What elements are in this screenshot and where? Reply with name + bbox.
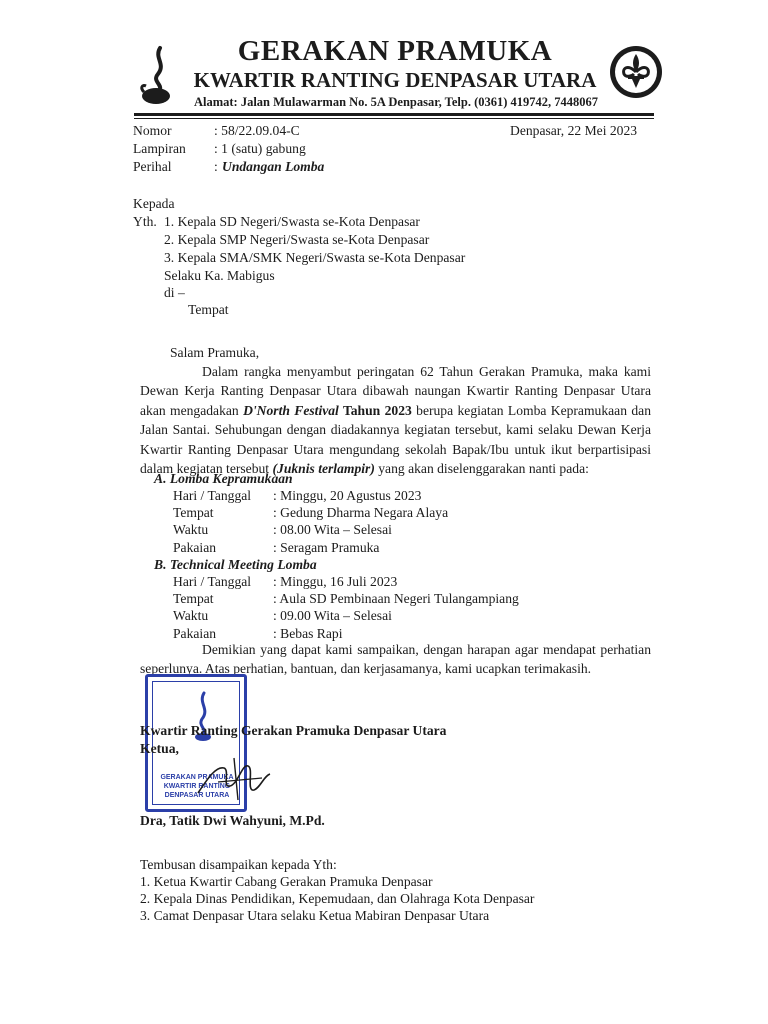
event-year: Tahun 2023	[338, 402, 412, 418]
event-row-value: : Minggu, 20 Agustus 2023	[273, 488, 422, 503]
signer-name: Dra, Tatik Dwi Wahyuni, M.Pd.	[140, 813, 325, 828]
recipient-selaku: Selaku Ka. Mabigus	[164, 268, 275, 283]
event-row-label: Hari / Tanggal	[173, 574, 252, 589]
lampiran-label: Lampiran	[133, 141, 186, 156]
event-row-label: Tempat	[173, 591, 214, 606]
event-row-value: : Bebas Rapi	[273, 626, 343, 641]
event-row-label: Waktu	[173, 608, 209, 623]
signature-role: Ketua,	[140, 741, 179, 756]
event-row-label: Pakaian	[173, 626, 217, 641]
nomor-label: Nomor	[133, 123, 172, 138]
letterhead-rule-thin	[134, 118, 654, 119]
signature-org: Kwartir Ranting Gerakan Pramuka Denpasar Utara	[140, 723, 447, 738]
lampiran-value: : 1 (satu) gabung	[214, 141, 306, 156]
tunas-kelapa-icon	[136, 44, 182, 110]
cc-item: 1. Ketua Kwartir Cabang Gerakan Pramuka Denpasar	[140, 874, 433, 889]
event-row-label: Tempat	[173, 505, 214, 520]
event-heading: B. Technical Meeting Lomba	[154, 557, 317, 572]
cc-item: 2. Kepala Dinas Pendidikan, Kepemudaan, dan Olahraga Kota Denpasar	[140, 891, 535, 906]
perihal-value: Undangan Lomba	[222, 159, 325, 174]
perihal-colon: :	[214, 159, 218, 174]
perihal-label: Perihal	[133, 159, 172, 174]
recipient-di: di –	[164, 285, 185, 300]
letterhead-address: Alamat: Jalan Mulawarman No. 5A Denpasar, Telp. (0361) 419742, 7448067	[193, 95, 599, 109]
body-text: Dalam rangka menyambut peringatan 62 Tahun Gerakan Pramuka, maka kami Dewan Kerja Ranting Denpasar Utara dibawah naungan Kwartir Ranting Denpasar Utara akan mengadakan	[140, 364, 651, 418]
letter-date: Denpasar, 22 Mei 2023	[510, 123, 638, 138]
cc-heading: Tembusan disampaikan kepada Yth:	[140, 857, 337, 872]
letterhead-subtitle: KWARTIR RANTING DENPASAR UTARA	[193, 68, 597, 92]
event-row-label: Pakaian	[173, 540, 217, 555]
juknis-note: (Juknis terlampir)	[272, 461, 375, 477]
event-row-value: : 09.00 Wita – Selesai	[273, 608, 392, 623]
body-paragraph	[140, 362, 651, 478]
recipient-item: 2. Kepala SMP Negeri/Swasta se-Kota Denpasar	[164, 232, 430, 247]
event-heading: A. Lomba Kepramukaan	[154, 471, 293, 486]
handwritten-signature	[188, 748, 278, 808]
event-row-value: : Seragam Pramuka	[273, 540, 380, 555]
stamp-text: GERAKAN PRAMUKA KWARTIR RANTING DENPASAR UTARA	[160, 774, 234, 799]
event-name: D'North Festival	[243, 402, 339, 418]
event-row-label: Waktu	[173, 522, 209, 537]
cc-item: 3. Camat Denpasar Utara selaku Ketua Mabiran Denpasar Utara	[140, 908, 490, 923]
greeting: Salam Pramuka,	[170, 345, 260, 360]
event-row-label: Hari / Tanggal	[173, 488, 252, 503]
event-row-value: : Aula SD Pembinaan Negeri Tulangampiang	[273, 591, 519, 606]
scout-fleur-de-lis-emblem-icon	[608, 44, 664, 100]
nomor-value: : 58/22.09.04-C	[214, 123, 300, 138]
kepada-label: Kepada	[133, 196, 175, 211]
event-row-value: : Gedung Dharma Negara Alaya	[273, 505, 449, 520]
event-row-value: : Minggu, 16 Juli 2023	[273, 574, 398, 589]
body-text: yang akan diselenggarakan nanti pada:	[374, 461, 589, 477]
recipient-tempat: Tempat	[188, 302, 229, 317]
letterhead-rule-thick	[134, 113, 654, 116]
recipient-item: 3. Kepala SMA/SMK Negeri/Swasta se-Kota Denpasar	[164, 250, 466, 265]
closing-text: Demikian yang dapat kami sampaikan, dengan harapan agar mendapat perhatian seperlunya. Atas perhatian, bantuan, dan kerjasamanya, kami ucapkan terimakasih.	[140, 642, 651, 677]
event-row-value: : 08.00 Wita – Selesai	[273, 522, 392, 537]
closing-paragraph	[140, 640, 651, 679]
letterhead-title: GERAKAN PRAMUKA	[237, 35, 553, 67]
recipient-item: 1. Kepala SD Negeri/Swasta se-Kota Denpasar	[164, 214, 420, 229]
body-text: berupa kegiatan Lomba Kepramukaan dan Jalan Santai. Sehubungan dengan diadakannya kegiatan tersebut, kami selaku Dewan Kerja Kwartir Ranting Denpasar Utara mengundang sekolah Bapak/Ibu untuk ikut berpartisipasi dalam kegiatan tersebut	[140, 402, 651, 477]
yth-label: Yth.	[133, 214, 157, 229]
